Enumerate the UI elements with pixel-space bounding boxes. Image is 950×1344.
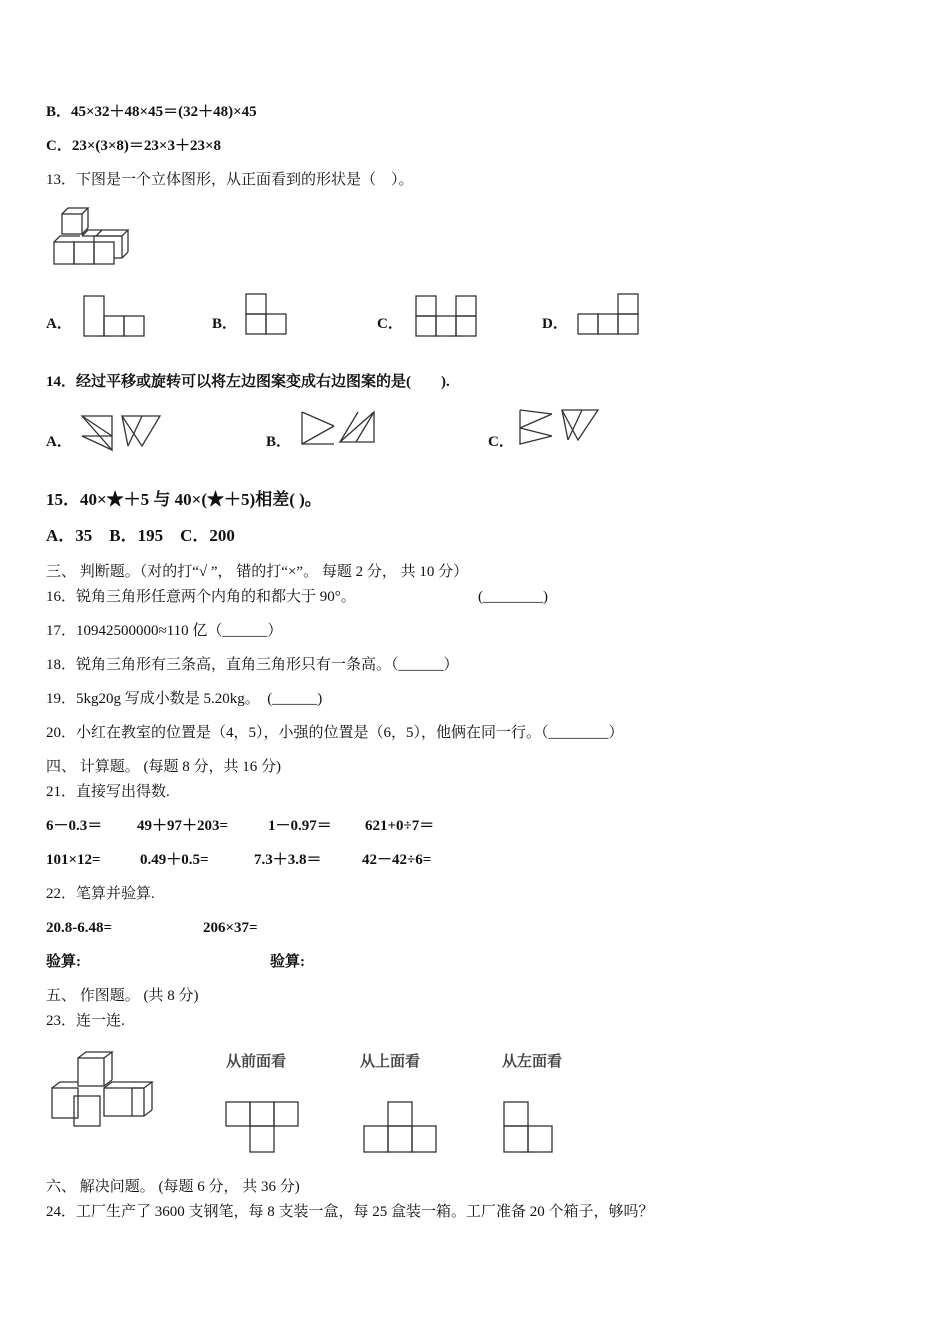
q13-label-c: C． [377,316,403,332]
section5-title: 五、 作图题。 (共 8 分) [46,988,199,1004]
q15-options: A．35 B．195 C．200 [46,526,235,545]
q18: 18．锐角三角形有三条高，直角三角形只有一条高。（______） [46,657,459,673]
q21-item: 7.3＋3.8＝ [254,852,322,868]
q22-check-1: 验算: [46,954,81,970]
q14-label-a: A． [46,434,72,450]
q22: 22．笔算并验算. [46,886,155,902]
q21-item: 0.49＋0.5= [140,852,209,868]
q12-option-b: B．45×32＋48×45＝(32＋48)×45 [46,104,257,120]
q14-label-b: B． [266,434,292,450]
q23: 23．连一连. [46,1013,125,1029]
section6-title: 六、 解决问题。 (每题 6 分， 共 36 分) [46,1179,300,1195]
view-shape-3 [502,1100,558,1156]
q13-option-b-shape [244,292,290,338]
view-label-left: 从左面看 [502,1054,563,1070]
q19: 19．5kg20g 写成小数是 5.20kg。 (______) [46,691,323,707]
q22-check-2: 验算: [270,954,305,970]
q21-item: 1－0.97＝ [268,818,332,834]
q14-label-c: C． [488,434,514,450]
q21-item: 621+0÷7＝ [365,818,435,834]
q13-label-b: B． [212,316,238,332]
q24: 24．工厂生产了 3600 支钢笔，每 8 支装一盒，每 25 盒装一箱。工厂准备 20 个箱子，够吗？ [46,1204,654,1220]
section3-title: 三、 判断题。（对的打“√ ”， 错的打“×”。 每题 2 分， 共 10 分） [46,564,469,580]
q14-option-a-shapes [78,412,168,454]
q14-option-c-shapes [516,406,602,448]
q23-solid-figure [48,1050,164,1130]
q15-stem: 15．40×★＋5 与 40×(★＋5)相差( )。 [46,490,322,509]
q14-stem: 14．经过平移或旋转可以将左边图案变成右边图案的是( ). [46,374,450,390]
q22-calc-2: 206×37= [203,920,258,936]
q13-option-d-shape [576,292,642,338]
q13-stem: 13．下图是一个立体图形，从正面看到的形状是（ ）。 [46,172,414,188]
q21: 21．直接写出得数. [46,784,170,800]
q17: 17．10942500000≈110 亿（______） [46,623,283,639]
view-shape-1 [224,1100,302,1156]
q14-option-b-shapes [298,408,378,448]
q13-label-a: A． [46,316,72,332]
q20: 20．小红在教室的位置是（4，5），小强的位置是（6，5），他俩在同一行。（________） [46,725,624,741]
view-label-front: 从前面看 [226,1054,287,1070]
q13-label-d: D． [542,316,568,332]
view-label-top: 从上面看 [360,1054,421,1070]
section4-title: 四、 计算题。 (每题 8 分，共 16 分) [46,759,281,775]
q21-item: 42－42÷6= [362,852,432,868]
view-shape-2 [362,1100,442,1156]
q12-option-c: C．23×(3×8)＝23×3＋23×8 [46,138,222,154]
q13-option-c-shape [414,294,480,338]
q21-item: 49＋97＋203= [137,818,229,834]
q21-item: 101×12= [46,852,101,868]
q16-blank: (________) [478,589,548,605]
q22-calc-1: 20.8-6.48= [46,920,113,936]
q21-item: 6－0.3＝ [46,818,103,834]
q13-solid-figure [50,206,134,268]
q16: 16．锐角三角形任意两个内角的和都大于 90°。 [46,589,356,605]
q13-option-a-shape [82,294,146,338]
